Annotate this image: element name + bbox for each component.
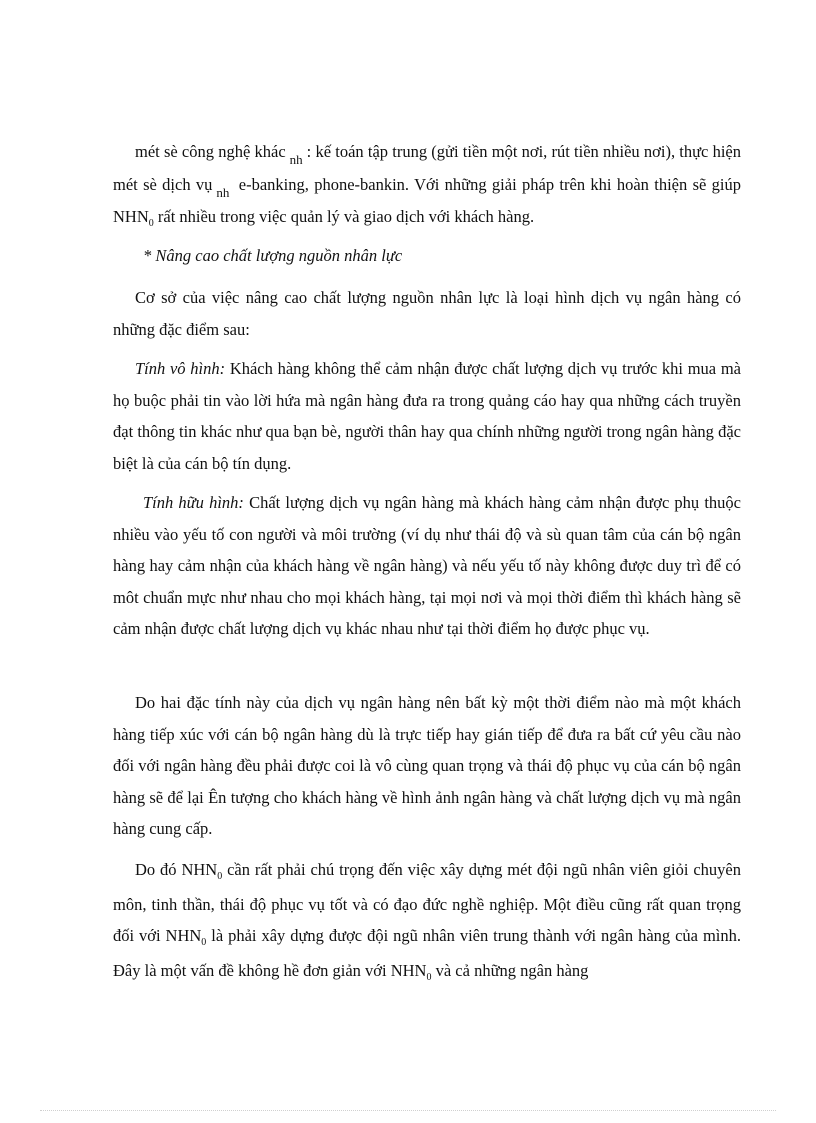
p6-text-c: là phải xây dựng được đội ngũ nhân viên trung thành với ngân hàng của mình. Đây là một vấn đề không hề đơn giản với NHN: [113, 926, 741, 980]
p6-subscript-1: 0: [217, 871, 223, 882]
p1-text-d: rất nhiều trong việc quản lý và giao dịch với khách hàng.: [157, 207, 535, 226]
paragraph-conclusion: [113, 854, 741, 989]
paragraph-intangibility: [113, 353, 741, 479]
paragraph-tangibility: [113, 487, 741, 645]
p3-label: Tính vô hình:: [135, 359, 226, 378]
p1-nh-1: nh: [289, 152, 303, 167]
p6-subscript-3: 0: [426, 971, 432, 983]
p4-label: Tính hữu hình:: [143, 493, 244, 512]
p5-text: Do hai đặc tính này của dịch vụ ngân hàng nên bất kỳ một thời điểm nào mà một khách hàng tiếp xúc với cán bộ ngân hàng dù là trực tiếp hay gián tiếp để đưa ra bất cứ yêu cầu nào đối với ngân hàng đều phải được coi là vô cùng quan trọng và thái độ phục vụ của cán bộ ngân hàng sẽ để lại Ên tượng cho khách hàng về hình ảnh ngân hàng và chất lượng dịch vụ mà ngân hàng cung cấp.: [113, 693, 741, 838]
section-heading: * Nâng cao chất lượng nguồn nhân lực: [143, 246, 403, 265]
page-bottom-divider: [40, 1110, 776, 1111]
paragraph-characteristics: [113, 687, 741, 845]
p1-nh-2: nh: [216, 184, 230, 200]
p6-text-b: cần rất phải chú trọng đến việc xây dựng mét đội ngũ nhân viên giỏi chuyên môn, tinh thần, thái độ phục vụ tốt và có đạo đức nghề nghiệp. Một điều cũng rất quan trọng đối với NHN: [113, 860, 741, 945]
p6-subscript-2: 0: [201, 937, 207, 948]
p1-text-c: e-banking, phone-bankin. Với những giải pháp trên khi hoàn thiện sẽ giúp NHN: [113, 174, 741, 226]
paragraph-technology: [113, 136, 741, 236]
p2-text: Cơ sở của việc nâng cao chất lượng nguồn nhân lực là loại hình dịch vụ ngân hàng có những đặc điểm sau:: [113, 288, 741, 339]
p1-text-a: mét sè công nghệ khác: [135, 142, 286, 161]
p6-text-d: và cả những ngân hàng: [435, 960, 589, 980]
p4-text: Chất lượng dịch vụ ngân hàng mà khách hàng cảm nhận được phụ thuộc nhiều vào yếu tố con người và môi trường (ví dụ như thái độ và sù quan tâm của cán bộ ngân hàng hay cảm nhận của khách hàng về ngân hàng) và nếu yếu tố này không được duy trì để có môt chuẩn mực như nhau cho mọi khách hàng, tại mọi nơi và mọi thời điểm thì khách hàng sẽ cảm nhận được chất lượng dịch vụ khác nhau như tại thời điểm họ được phục vụ.: [113, 493, 742, 638]
p1-subscript: 0: [148, 218, 154, 229]
paragraph-intro: [113, 282, 741, 345]
p6-text-a: Do đó NHN: [135, 860, 218, 879]
p1-text-b: : kế toán tập trung (gửi tiền một nơi, rút tiền nhiều nơi), thực hiện mét sè dịch vụ: [113, 142, 742, 194]
p3-text: Khách hàng không thể cảm nhận được chất lượng dịch vụ trước khi mua mà họ buộc phải tin vào lời hứa mà ngân hàng đưa ra trong quảng cáo hay qua những cách truyền đạt thông tin khác như qua bạn bè, người thân hay qua chính những người trong ngân hàng đặc biệt là của cán bộ tín dụng.: [113, 359, 741, 473]
